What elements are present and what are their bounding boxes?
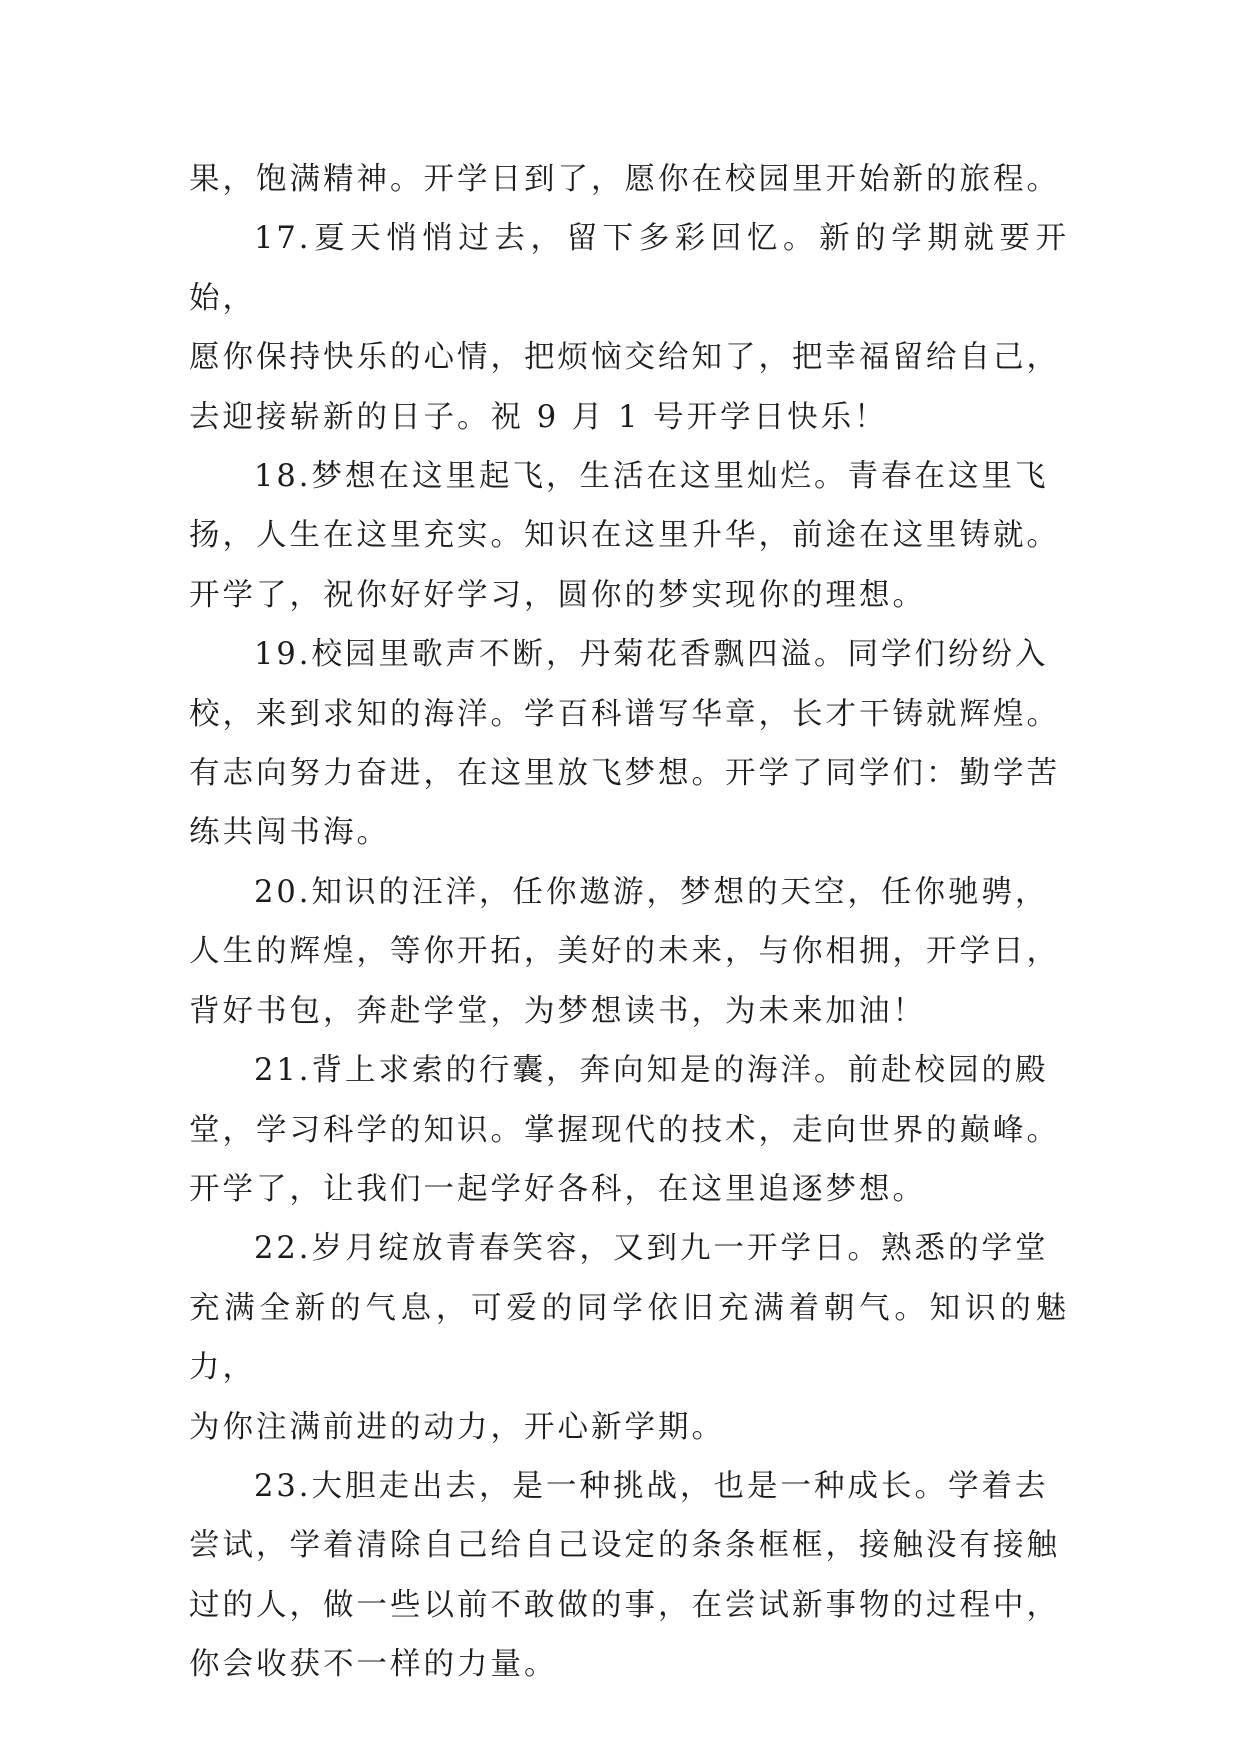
paragraph-item-23: 23.大胆走出去，是一种挑战，也是一种成长。学着去 尝试，学着清除自己给自己设定的条条框框，接触没有接触 过的人，做一些以前不敢做的事，在尝试新事物的过程中， 你会收获不一样的力量。 xyxy=(189,1468,1060,1683)
paragraph-item-22: 22.岁月绽放青春笑容，又到九一开学日。熟悉的学堂 充满全新的气息，可爱的同学依旧充满着朝气。知识的魅力， 为你注满前进的动力，开心新学期。 xyxy=(189,1231,1069,1445)
paragraph-item-19: 19.校园里歌声不断，丹菊花香飘四溢。同学们纷纷入 校，来到求知的海洋。学百科谱写华章，长才干铸就辉煌。 有志向努力奋进，在这里放飞梦想。开学了同学们：勤学苦 练共闯书海。 xyxy=(189,637,1060,851)
paragraph-item-21: 21.背上求索的行囊，奔向知是的海洋。前赴校园的殿 堂，学习科学的知识。掌握现代的技术，走向世界的巅峰。 开学了，让我们一起学好各科，在这里追逐梦想。 xyxy=(189,1053,1060,1207)
document-page xyxy=(189,150,1069,1695)
paragraph-item-20: 20.知识的汪洋，任你遨游，梦想的天空，任你驰骋， 人生的辉煌，等你开拓，美好的未来，与你相拥，开学日， 背好书包，奔赴学堂，为梦想读书，为未来加油！ xyxy=(189,874,1060,1029)
paragraph-continued: 果，饱满精神。开学日到了，愿你在校园里开始新的旅程。 xyxy=(189,162,1060,197)
paragraph-item-17: 17.夏天悄悄过去，留下多彩回忆。新的学期就要开始， 愿你保持快乐的心情，把烦恼交给知了，把幸福留给自己， 去迎接崭新的日子。祝 9 月 1 号开学日快乐！ xyxy=(189,221,1069,435)
paragraph-item-18: 18.梦想在这里起飞，生活在这里灿烂。青春在这里飞 扬，人生在这里充实。知识在这里升华，前途在这里铸就。 开学了，祝你好好学习，圆你的梦实现你的理想。 xyxy=(189,459,1060,613)
